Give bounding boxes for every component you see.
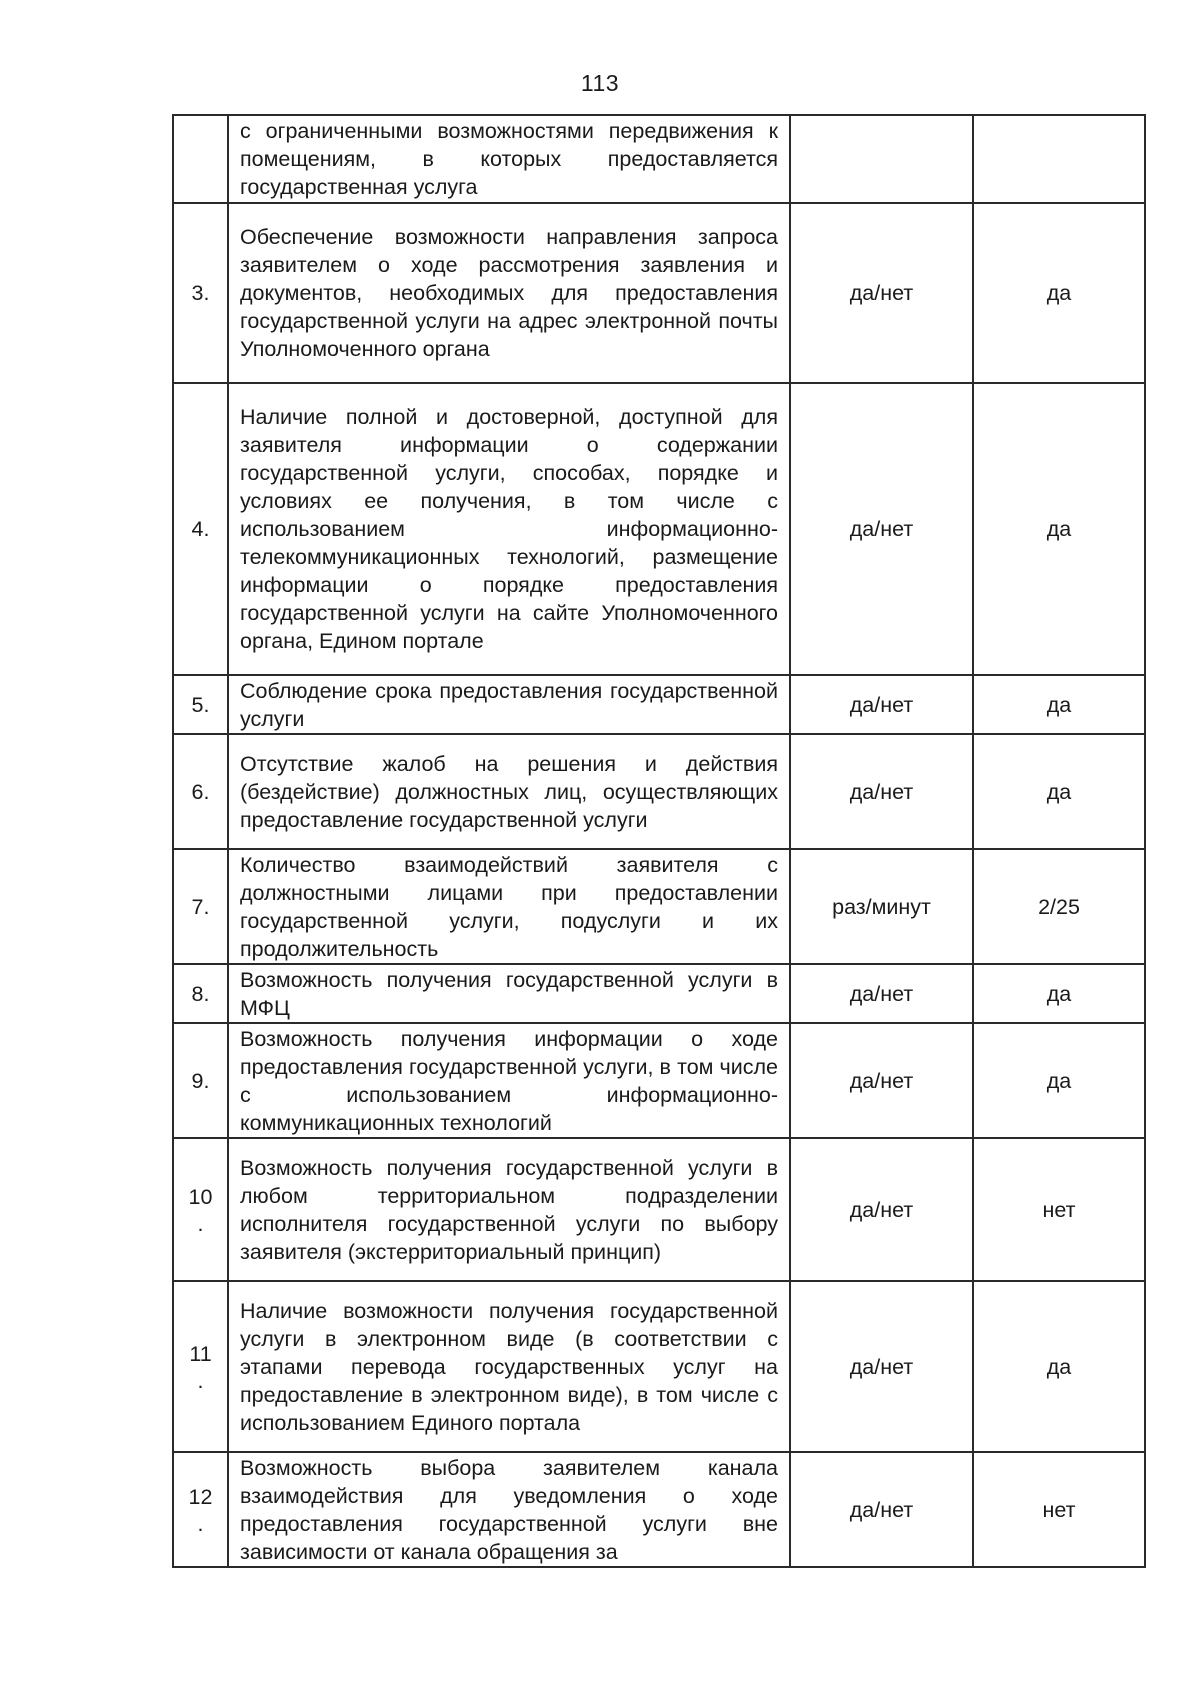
- row-number: [173, 115, 228, 203]
- table-row: [173, 1452, 1145, 1567]
- unit-of-measure: [790, 115, 973, 203]
- unit-of-measure: да/нет: [790, 1138, 973, 1281]
- indicator-value: да: [973, 734, 1145, 849]
- unit-of-measure: да/нет: [790, 383, 973, 675]
- table-row: [173, 1023, 1145, 1138]
- indicator-table: [172, 114, 1146, 1568]
- unit-of-measure: да/нет: [790, 203, 973, 383]
- row-number: 10 .: [173, 1138, 228, 1281]
- indicator-name: Отсутствие жалоб на решения и действия (бездействие) должностных лиц, осуществляющих предоставление государственной услуги: [228, 734, 790, 849]
- indicator-value: нет: [973, 1138, 1145, 1281]
- indicator-name: Обеспечение возможности направления запроса заявителем о ходе рассмотрения заявления и документов, необходимых для предоставления государственной услуги на адрес электронной почты Уполномоченного органа: [228, 203, 790, 383]
- indicator-value: нет: [973, 1452, 1145, 1567]
- row-number: 8.: [173, 964, 228, 1023]
- row-number: 11 .: [173, 1281, 228, 1452]
- indicator-name: Возможность выбора заявителем канала взаимодействия для уведомления о ходе предоставления государственной услуги вне зависимости от канала обращения за: [228, 1452, 790, 1567]
- indicator-value: да: [973, 964, 1145, 1023]
- indicator-value: [973, 115, 1145, 203]
- row-number: 7.: [173, 849, 228, 964]
- row-number: 9.: [173, 1023, 228, 1138]
- indicator-value: да: [973, 383, 1145, 675]
- indicator-value: да: [973, 675, 1145, 734]
- row-number: 5.: [173, 675, 228, 734]
- indicator-value: 2/25: [973, 849, 1145, 964]
- table-row: [173, 115, 1145, 203]
- table-row: [173, 849, 1145, 964]
- row-number: 12 .: [173, 1452, 228, 1567]
- unit-of-measure: раз/минут: [790, 849, 973, 964]
- indicator-name: Возможность получения государственной услуги в любом территориальном подразделении исполнителя государственной услуги по выбору заявителя (экстерриториальный принцип): [228, 1138, 790, 1281]
- indicator-value: да: [973, 203, 1145, 383]
- table-row: [173, 1281, 1145, 1452]
- table-row: [173, 203, 1145, 383]
- indicator-name: Возможность получения государственной услуги в МФЦ: [228, 964, 790, 1023]
- unit-of-measure: да/нет: [790, 1023, 973, 1138]
- table-row: [173, 1138, 1145, 1281]
- table-row: [173, 734, 1145, 849]
- unit-of-measure: да/нет: [790, 675, 973, 734]
- row-number: 3.: [173, 203, 228, 383]
- unit-of-measure: да/нет: [790, 1281, 973, 1452]
- table-row: [173, 675, 1145, 734]
- unit-of-measure: да/нет: [790, 734, 973, 849]
- indicator-value: да: [973, 1023, 1145, 1138]
- indicator-name: Наличие полной и достоверной, доступной для заявителя информации о содержании государственной услуги, способах, порядке и условиях ее получения, в том числе с использованием информационно-телекоммуникационных технологий, размещение информации о порядке предоставления государственной услуги на сайте Уполномоченного органа, Едином портале: [228, 383, 790, 675]
- indicator-name: с ограниченными возможностями передвижения к помещениям, в которых предоставляется государственная услуга: [228, 115, 790, 203]
- table-row: [173, 383, 1145, 675]
- unit-of-measure: да/нет: [790, 964, 973, 1023]
- indicator-name: Наличие возможности получения государственной услуги в электронном виде (в соответствии с этапами перевода государственных услуг на предоставление в электронном виде), в том числе с использованием Единого портала: [228, 1281, 790, 1452]
- unit-of-measure: да/нет: [790, 1452, 973, 1567]
- page-number: 113: [580, 70, 620, 96]
- indicator-name: Количество взаимодействий заявителя с должностными лицами при предоставлении государственной услуги, подуслуги и их продолжительность: [228, 849, 790, 964]
- row-number: 6.: [173, 734, 228, 849]
- table-row: [173, 964, 1145, 1023]
- indicator-name: Возможность получения информации о ходе предоставления государственной услуги, в том числе с использованием информационно-коммуникационных технологий: [228, 1023, 790, 1138]
- row-number: 4.: [173, 383, 228, 675]
- indicator-name: Соблюдение срока предоставления государственной услуги: [228, 675, 790, 734]
- indicator-value: да: [973, 1281, 1145, 1452]
